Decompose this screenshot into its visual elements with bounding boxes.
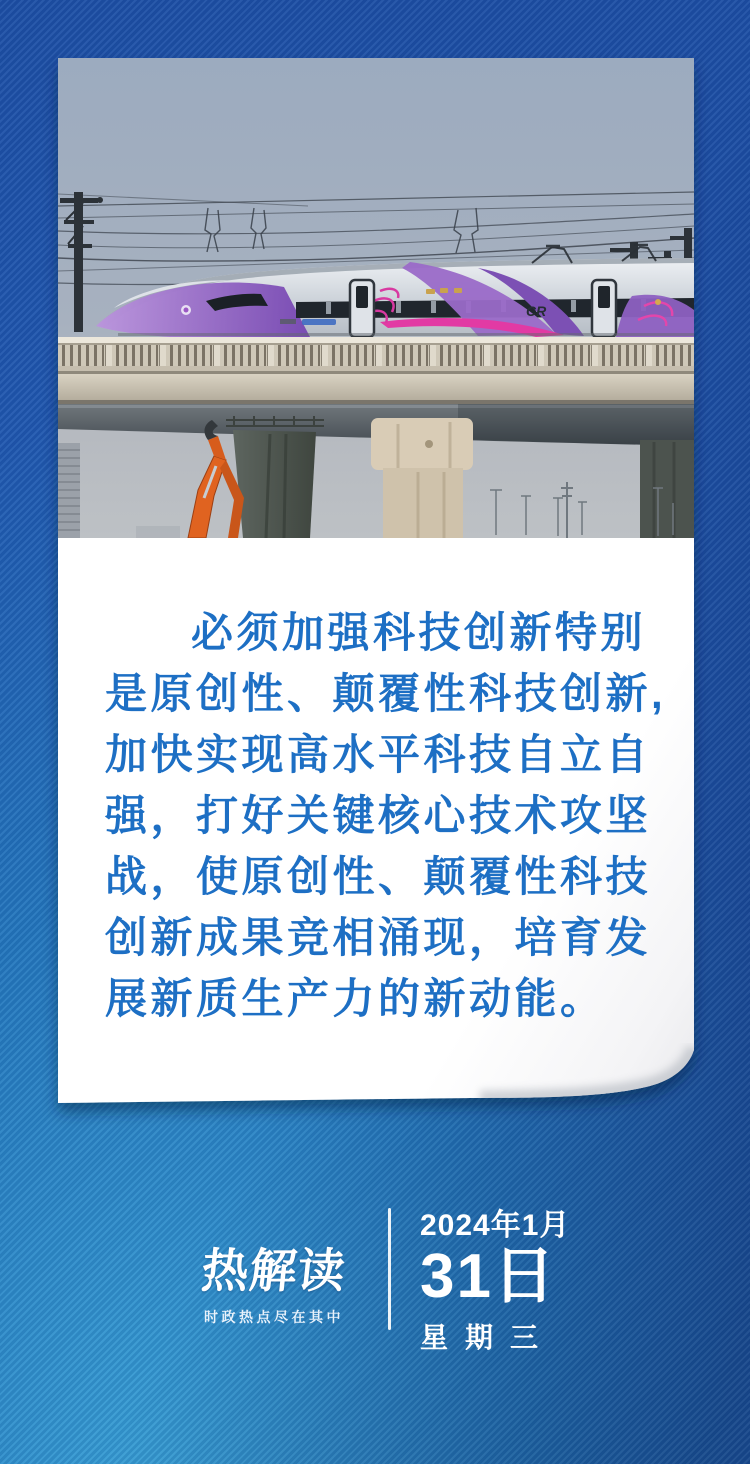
quote-line: 创新成果竞相涌现，培育发 — [105, 914, 652, 961]
train-door — [592, 280, 616, 337]
quote-line: 必须加强科技创新特别 — [191, 609, 647, 656]
quote-block — [105, 602, 667, 1029]
date-year-month: 2024年1月 — [420, 1209, 571, 1242]
quote-line: 战，使原创性、颠覆性科技 — [105, 853, 652, 900]
quote-line: 强，打好关键核心技术攻坚 — [105, 792, 652, 839]
brand-logo-text: 热解读 — [198, 1244, 349, 1297]
footer — [0, 1190, 750, 1353]
quote-line: 加快实现高水平科技自立自 — [105, 731, 652, 778]
cr-logo-text: CR — [526, 303, 547, 319]
bridge-deck — [58, 374, 694, 404]
bridge-railing — [58, 337, 694, 374]
train-photo — [58, 58, 694, 538]
footer-divider — [388, 1208, 391, 1330]
quote-line: 展新质生产力的新动能。 — [105, 975, 606, 1022]
bridge-pier-right — [640, 440, 694, 538]
train-door — [350, 280, 374, 337]
quote-line: 是原创性、颠覆性科技创新, — [105, 670, 667, 717]
date-weekday: 星期三 — [420, 1322, 556, 1353]
bridge-pier-center — [371, 418, 473, 538]
date-block — [420, 1200, 570, 1356]
date-day: 31日 — [420, 1242, 557, 1311]
brand-logo — [188, 1234, 360, 1327]
brand-tagline: 时政热点尽在其中 — [204, 1309, 344, 1325]
